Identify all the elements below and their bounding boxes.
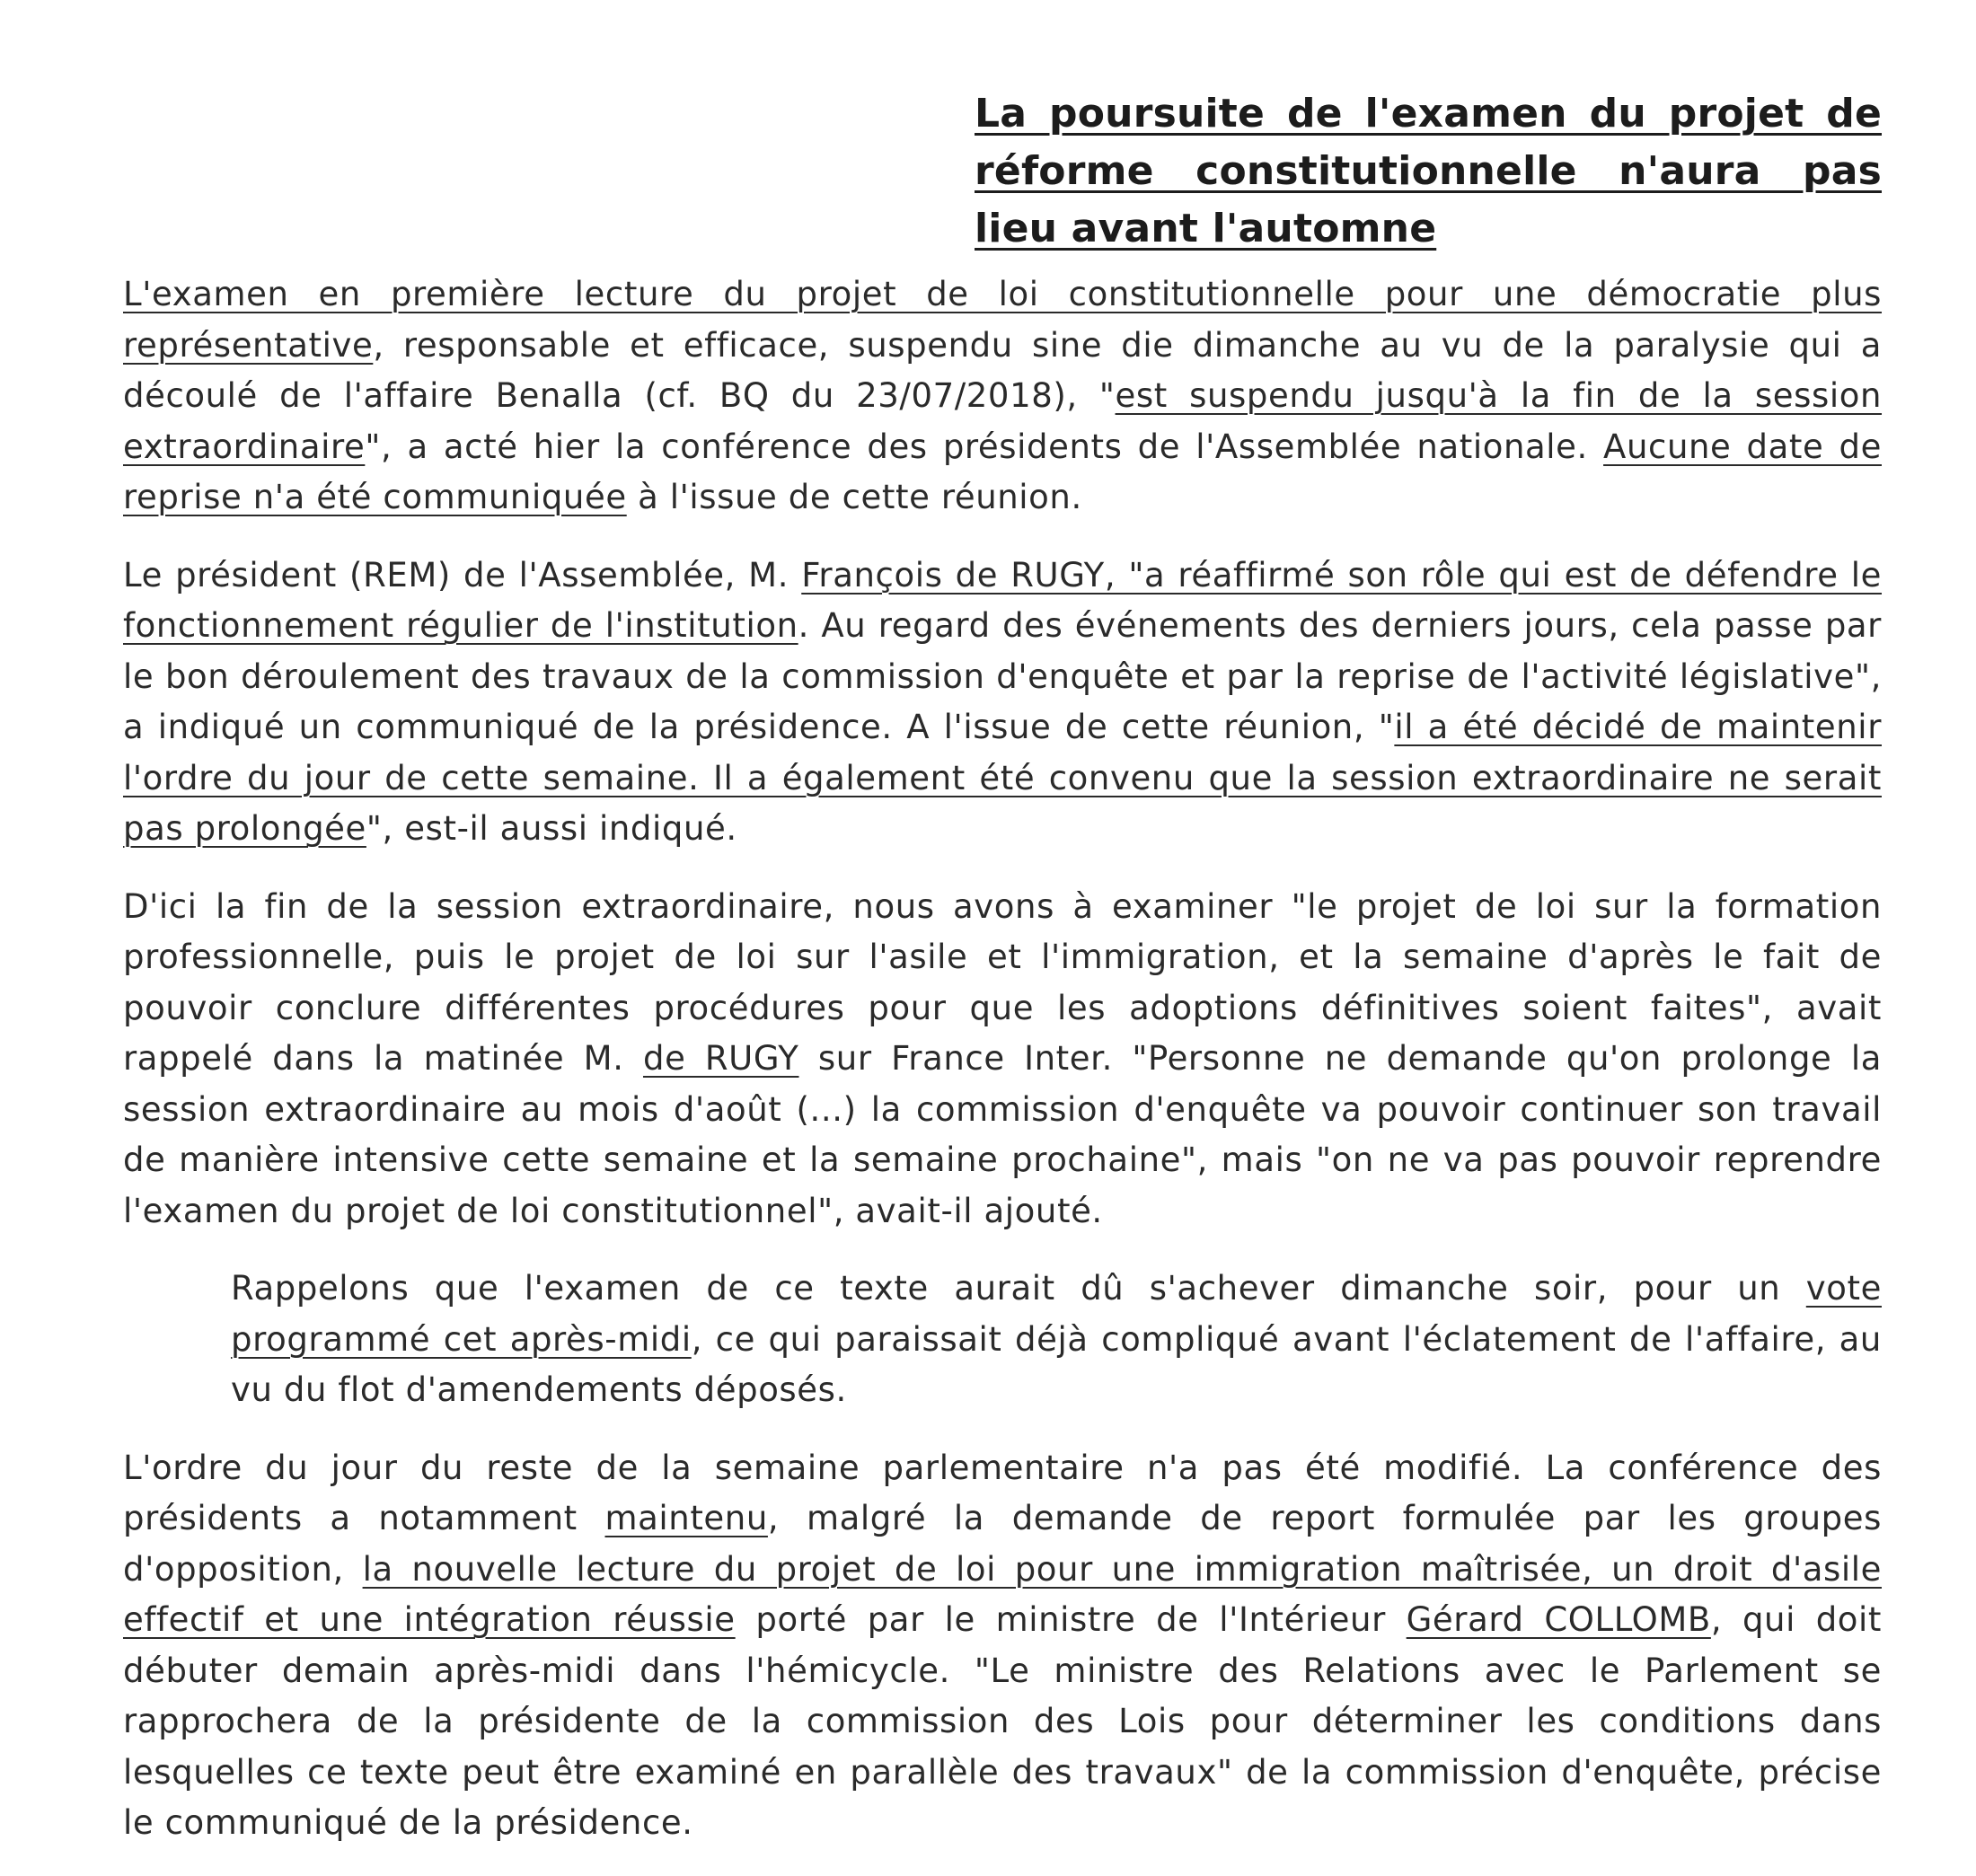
text-segment: maintenu	[604, 1499, 768, 1537]
text-segment: Le président (REM) de l'Assemblée, M.	[123, 555, 802, 595]
article-body	[123, 269, 1882, 1876]
paragraph-1	[123, 269, 1882, 524]
text-segment: à l'issue de cette réunion.	[626, 478, 1082, 516]
text-segment: Aucune date de reprise n'a été communiquée	[123, 427, 1882, 516]
text-segment: est suspendu jusqu'à la fin de la session extraordinaire	[123, 376, 1883, 466]
article-headline	[975, 85, 1882, 258]
text-segment: sur France Inter. "Personne ne demande qu'on prolonge la session extraordinaire au mois d'août (...) la commission d'enquête va pouvoir continuer son travail de manière intensive cette semaine et la semaine prochaine", mais "on ne va pas pouvoir reprendre l'examen du projet de loi constitutionnel", avait-il ajouté.	[123, 1039, 1882, 1230]
text-segment: la nouvelle lecture du projet de loi pour une immigration maîtrisée, un droit d'asile effectif et une intégration réussie	[123, 1549, 1882, 1639]
text-segment: vote programmé cet après-midi	[231, 1269, 1882, 1359]
text-segment: L'ordre du jour du reste de la semaine parlementaire n'a pas été modifié. La conférence des présidents a notamment	[123, 1448, 1882, 1537]
text-segment: L'examen en première lecture du projet de loi constitutionnelle pour une démocratie plus représentative	[123, 275, 1882, 365]
text-segment: ", a acté hier la conférence des présidents de l'Assemblée nationale.	[365, 427, 1604, 466]
text-segment: D'ici la fin de la session extraordinaire, nous avons à examiner "le projet de loi sur la formation professionnelle, puis le projet de loi sur l'asile et l'immigration, et la semaine d'après le fait de pouvoir conclure différentes procédures pour que les adoptions définitives soient faites", avait rappelé dans la matinée M.	[123, 886, 1882, 1078]
headline-text: La poursuite de l'examen du projet de réforme constitutionnelle n'aura pas lieu avant l'automne	[975, 91, 1882, 252]
text-segment: , malgré la demande de report formulée par les groupes d'opposition,	[123, 1499, 1883, 1589]
text-segment: François de RUGY, "a réaffirmé son rôle qui est de défendre le fonctionnement régulier de l'institution	[123, 555, 1882, 645]
text-segment: , qui doit débuter demain après-midi dans l'hémicycle. "Le ministre des Relations avec le Parlement se rapprochera de la présidente de la commission des Lois pour déterminer les conditions dans lesquelles ce texte peut être examiné en parallèle des travaux" de la commission d'enquête, précise le communiqué de la présidence.	[123, 1600, 1883, 1842]
text-segment: . Au regard des événements des derniers jours, cela passe par le bon déroulement des travaux de la commission d'enquête et par la reprise de l'activité législative", a indiqué un communiqué de la présidence. A l'issue de cette réunion, "	[123, 606, 1882, 746]
text-segment: , ce qui paraissait déjà compliqué avant l'éclatement de l'affaire, au vu du flot d'amendements déposés.	[231, 1319, 1882, 1409]
text-segment: de RUGY	[642, 1039, 799, 1078]
text-segment: Gérard COLLOMB	[1406, 1600, 1711, 1639]
paragraph-5	[123, 1443, 1882, 1849]
paragraph-4	[231, 1264, 1882, 1416]
text-segment: il a été décidé de maintenir l'ordre du jour de cette semaine. Il a également été convenu que la session extraordinaire ne serait pas prolongée	[123, 708, 1882, 848]
paragraph-3	[123, 882, 1882, 1237]
paragraph-2	[123, 550, 1882, 855]
text-segment: Rappelons que l'examen de ce texte aurait dû s'achever dimanche soir, pour un	[231, 1269, 1806, 1308]
text-segment: , responsable et efficace, suspendu sine die dimanche au vu de la paralysie qui a découlé de l'affaire Benalla (cf. BQ du 23/07/2018), "	[123, 325, 1882, 415]
text-segment: ", est-il aussi indiqué.	[366, 809, 737, 848]
text-segment: porté par le ministre de l'Intérieur	[735, 1600, 1407, 1639]
